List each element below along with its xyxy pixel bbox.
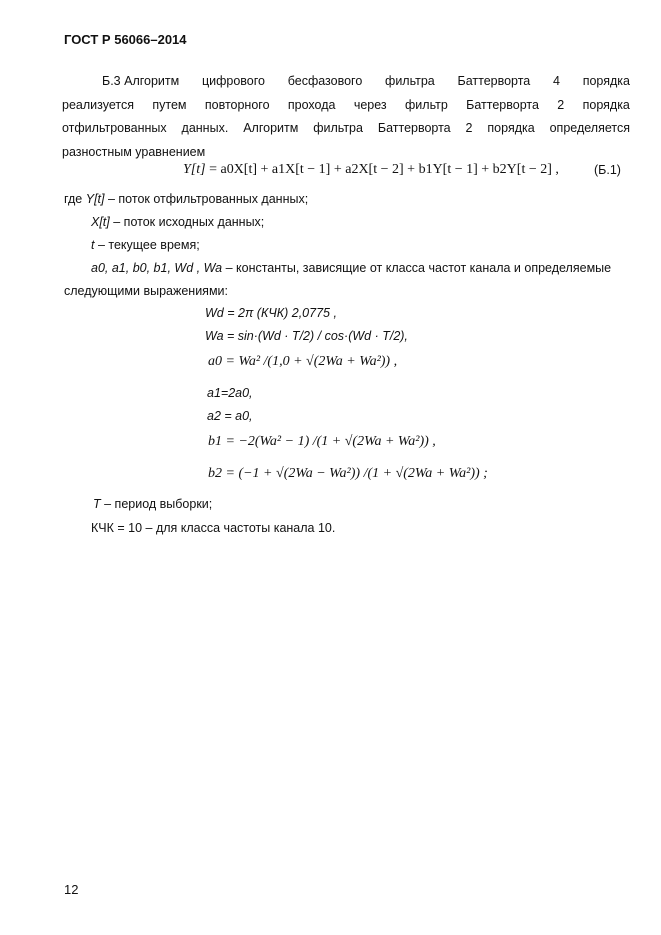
intro-word: порядка bbox=[582, 97, 630, 112]
equation-label: (Б.1) bbox=[594, 163, 621, 177]
intro-word: определяется bbox=[549, 121, 630, 135]
intro-word: через bbox=[353, 97, 387, 112]
equation-lhs: Y[t] bbox=[183, 162, 206, 177]
intro-word: отфильтрованных bbox=[62, 121, 167, 135]
document-header: ГОСТ Р 56066–2014 bbox=[64, 32, 187, 47]
equation-b1 bbox=[183, 162, 559, 178]
intro-word: 4 bbox=[553, 74, 560, 88]
intro-word: бесфазового bbox=[287, 74, 363, 88]
intro-word: фильтра bbox=[313, 121, 363, 135]
formula-a0: a0 = Wa² /(1,0 + √(2Wa + Wa²)) , bbox=[208, 354, 398, 369]
where-prefix: где bbox=[64, 192, 83, 206]
note-period-symbol: T bbox=[93, 497, 101, 511]
formula-wa: Wa = sin·(Wd · T/2) / cos·(Wd · T/2), bbox=[205, 329, 408, 343]
intro-word: цифрового bbox=[201, 74, 265, 88]
formula-wd: Wd = 2π (КЧК) 2,0775 , bbox=[205, 306, 337, 320]
intro-word: 2 bbox=[557, 97, 565, 112]
intro-line-3 bbox=[62, 117, 630, 141]
intro-word: Баттерворта bbox=[466, 97, 539, 112]
intro-word: реализуется bbox=[62, 97, 134, 112]
intro-line-4: разностным уравнением bbox=[62, 144, 206, 159]
formula-a2: a2 = a0, bbox=[207, 409, 253, 423]
intro-word: путем bbox=[152, 97, 187, 112]
intro-word: Алгоритм bbox=[243, 121, 299, 135]
note-period bbox=[93, 497, 212, 511]
where-x-text: – поток исходных данных; bbox=[113, 215, 265, 229]
intro-line-1 bbox=[62, 70, 630, 94]
intro-paragraph bbox=[62, 70, 630, 164]
intro-word: повторного bbox=[204, 97, 270, 112]
where-y-text: – поток отфильтрованных данных; bbox=[107, 192, 309, 206]
intro-line-2 bbox=[62, 94, 630, 118]
note-period-text: – период выборки; bbox=[104, 497, 213, 511]
intro-word: Б.3 Алгоритм bbox=[102, 74, 180, 88]
intro-word: данных. bbox=[181, 121, 229, 135]
formula-b2: b2 = (−1 + √(2Wa − Wa²)) /(1 + √(2Wa + Wa²)) ; bbox=[208, 466, 488, 481]
equation-tail: , bbox=[555, 162, 559, 177]
intro-word: Баттерворта bbox=[457, 74, 531, 88]
intro-word: фильтра bbox=[385, 74, 435, 88]
intro-word: порядка bbox=[487, 121, 535, 135]
where-consts bbox=[91, 261, 611, 275]
intro-word: порядка bbox=[582, 74, 630, 88]
where-consts-continuation: следующими выражениями: bbox=[64, 284, 229, 298]
intro-word: Баттерворта bbox=[377, 121, 451, 135]
formula-a1: a1=2a0, bbox=[207, 386, 253, 400]
where-consts-text: – константы, зависящие от класса частот канала и определяемые bbox=[225, 261, 612, 275]
page-number: 12 bbox=[64, 882, 79, 897]
intro-word: прохода bbox=[287, 97, 336, 112]
intro-word: 2 bbox=[465, 121, 473, 135]
note-kchk: КЧК = 10 – для класса частоты канала 10. bbox=[91, 521, 336, 535]
intro-word: фильтр bbox=[405, 97, 448, 112]
where-x bbox=[91, 215, 264, 229]
where-t-symbol: t bbox=[91, 238, 95, 252]
where-consts-symbols: a0, a1, b0, b1, Wd , Wa bbox=[91, 261, 223, 275]
where-t-text: – текущее время; bbox=[97, 238, 200, 252]
equation-rhs: = a0X[t] + a1X[t − 1] + a2X[t − 2] + b1Y[t − 1] + b2Y[t − 2] bbox=[209, 162, 552, 177]
where-x-symbol: X[t] bbox=[91, 215, 110, 229]
where-y-symbol: Y[t] bbox=[85, 192, 105, 206]
formula-b1: b1 = −2(Wa² − 1) /(1 + √(2Wa + Wa²)) , bbox=[208, 434, 436, 449]
where-y bbox=[64, 192, 308, 206]
where-t bbox=[91, 238, 200, 252]
